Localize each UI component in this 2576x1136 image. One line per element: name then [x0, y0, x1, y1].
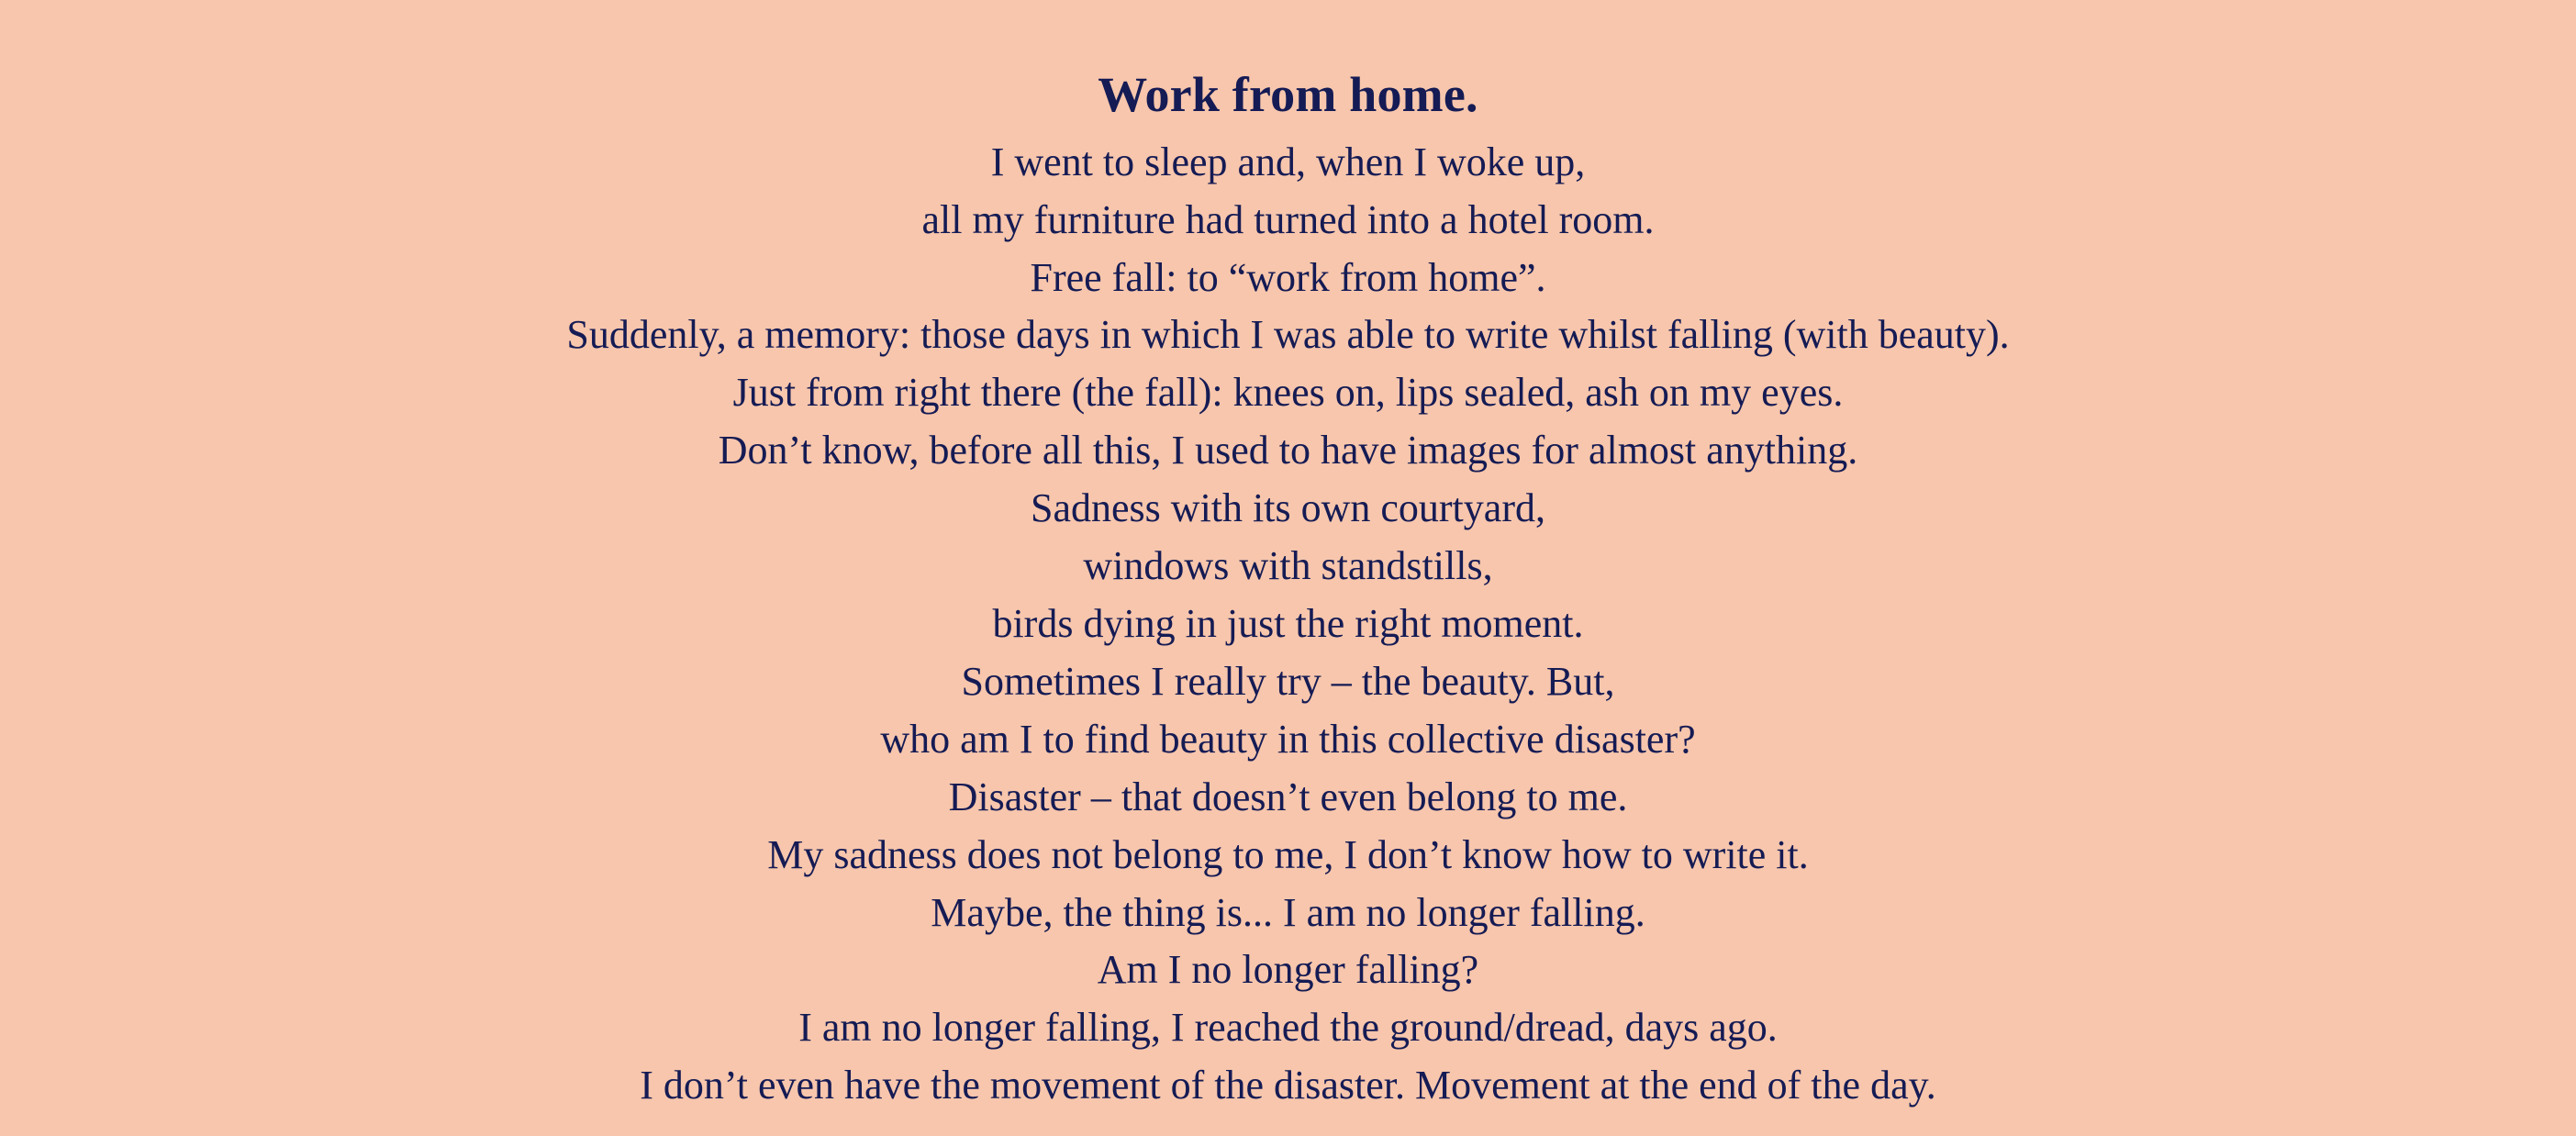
poem-line: Disaster – that doesn’t even belong to me. [948, 774, 1628, 819]
poem-line: Am I no longer falling? [1097, 947, 1479, 993]
poem-line: My sadness does not belong to me, I don’t know how to write it. [767, 831, 1809, 877]
poem-line: all my furniture had turned into a hotel room. [921, 196, 1655, 242]
poem-body [0, 134, 2576, 1115]
poem-line: I went to sleep and, when I woke up, [990, 139, 1586, 184]
poem-line: windows with standstills, [1083, 543, 1493, 589]
poem-line: Don’t know, before all this, I used to have images for almost anything. [718, 428, 1858, 473]
poem-line: Just from right there (the fall): knees on, lips sealed, ash on my eyes. [732, 370, 1844, 416]
poem-line: Sadness with its own courtyard, [1031, 485, 1545, 531]
poem-line: Sometimes I really try – the beauty. But, [961, 658, 1615, 704]
poem-line: I don’t even have the movement of the disaster. Movement at the end of the day. [640, 1063, 1936, 1108]
poem-line: who am I to find beauty in this collective disaster? [880, 716, 1696, 762]
poem-title: Work from home. [1098, 67, 1478, 122]
poem-line: birds dying in just the right moment. [992, 600, 1584, 646]
poem-line: Suddenly, a memory: those days in which I was able to write whilst falling (with beauty). [566, 312, 2010, 358]
poem-line: I am no longer falling, I reached the ground/dread, days ago. [798, 1005, 1778, 1051]
poem-line: Free fall: to “work from home”. [1030, 254, 1546, 300]
poem-line: Maybe, the thing is... I am no longer falling. [931, 889, 1645, 935]
